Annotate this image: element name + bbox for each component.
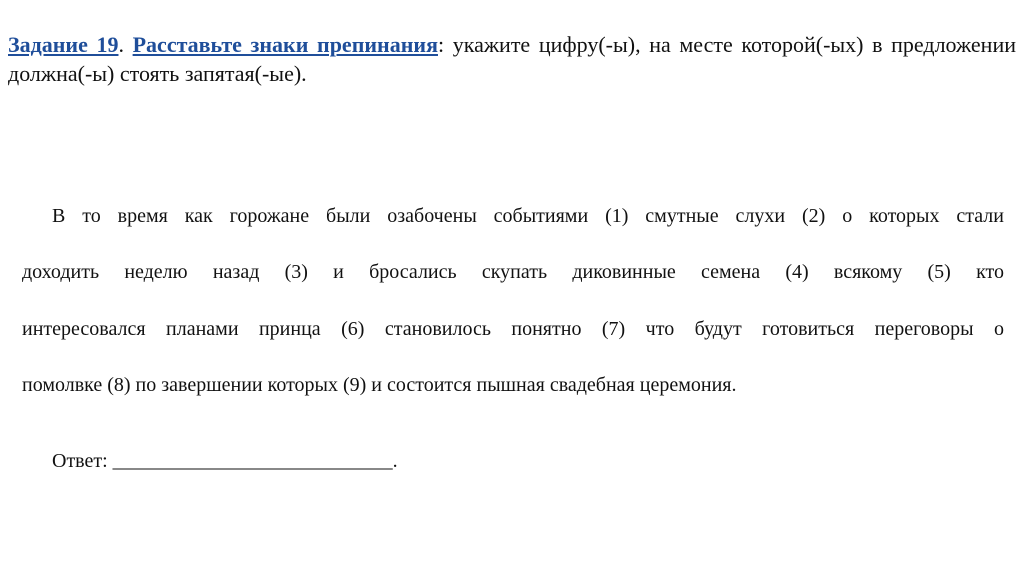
answer-line: Ответ: ____________________________.: [52, 450, 398, 472]
sentence-line-1: В то время как горожане были озабочены событиями (1) смутные слухи (2) о которых стали: [52, 205, 1004, 227]
sentence-line-2: доходить неделю назад (3) и бросались скупать диковинные семена (4) всякому (5) кто: [22, 261, 1004, 283]
sentence-line-3: интересовался планами принца (6) становилось понятно (7) что будут готовиться переговоры о: [22, 318, 1004, 340]
task-instruction: : укажите цифру(-ы), на месте которой(-ых) в предложении должна(-ы) стоять запятая(-ые).: [8, 32, 1017, 86]
task-number-dot: .: [118, 32, 124, 57]
task-number: Задание 19: [8, 32, 119, 57]
sentence-line-4: помолвке (8) по завершении которых (9) и состоится пышная свадебная церемония.: [22, 374, 737, 396]
task-header: [8, 30, 1016, 88]
task-title: Расставьте знаки препинания: [132, 32, 438, 57]
